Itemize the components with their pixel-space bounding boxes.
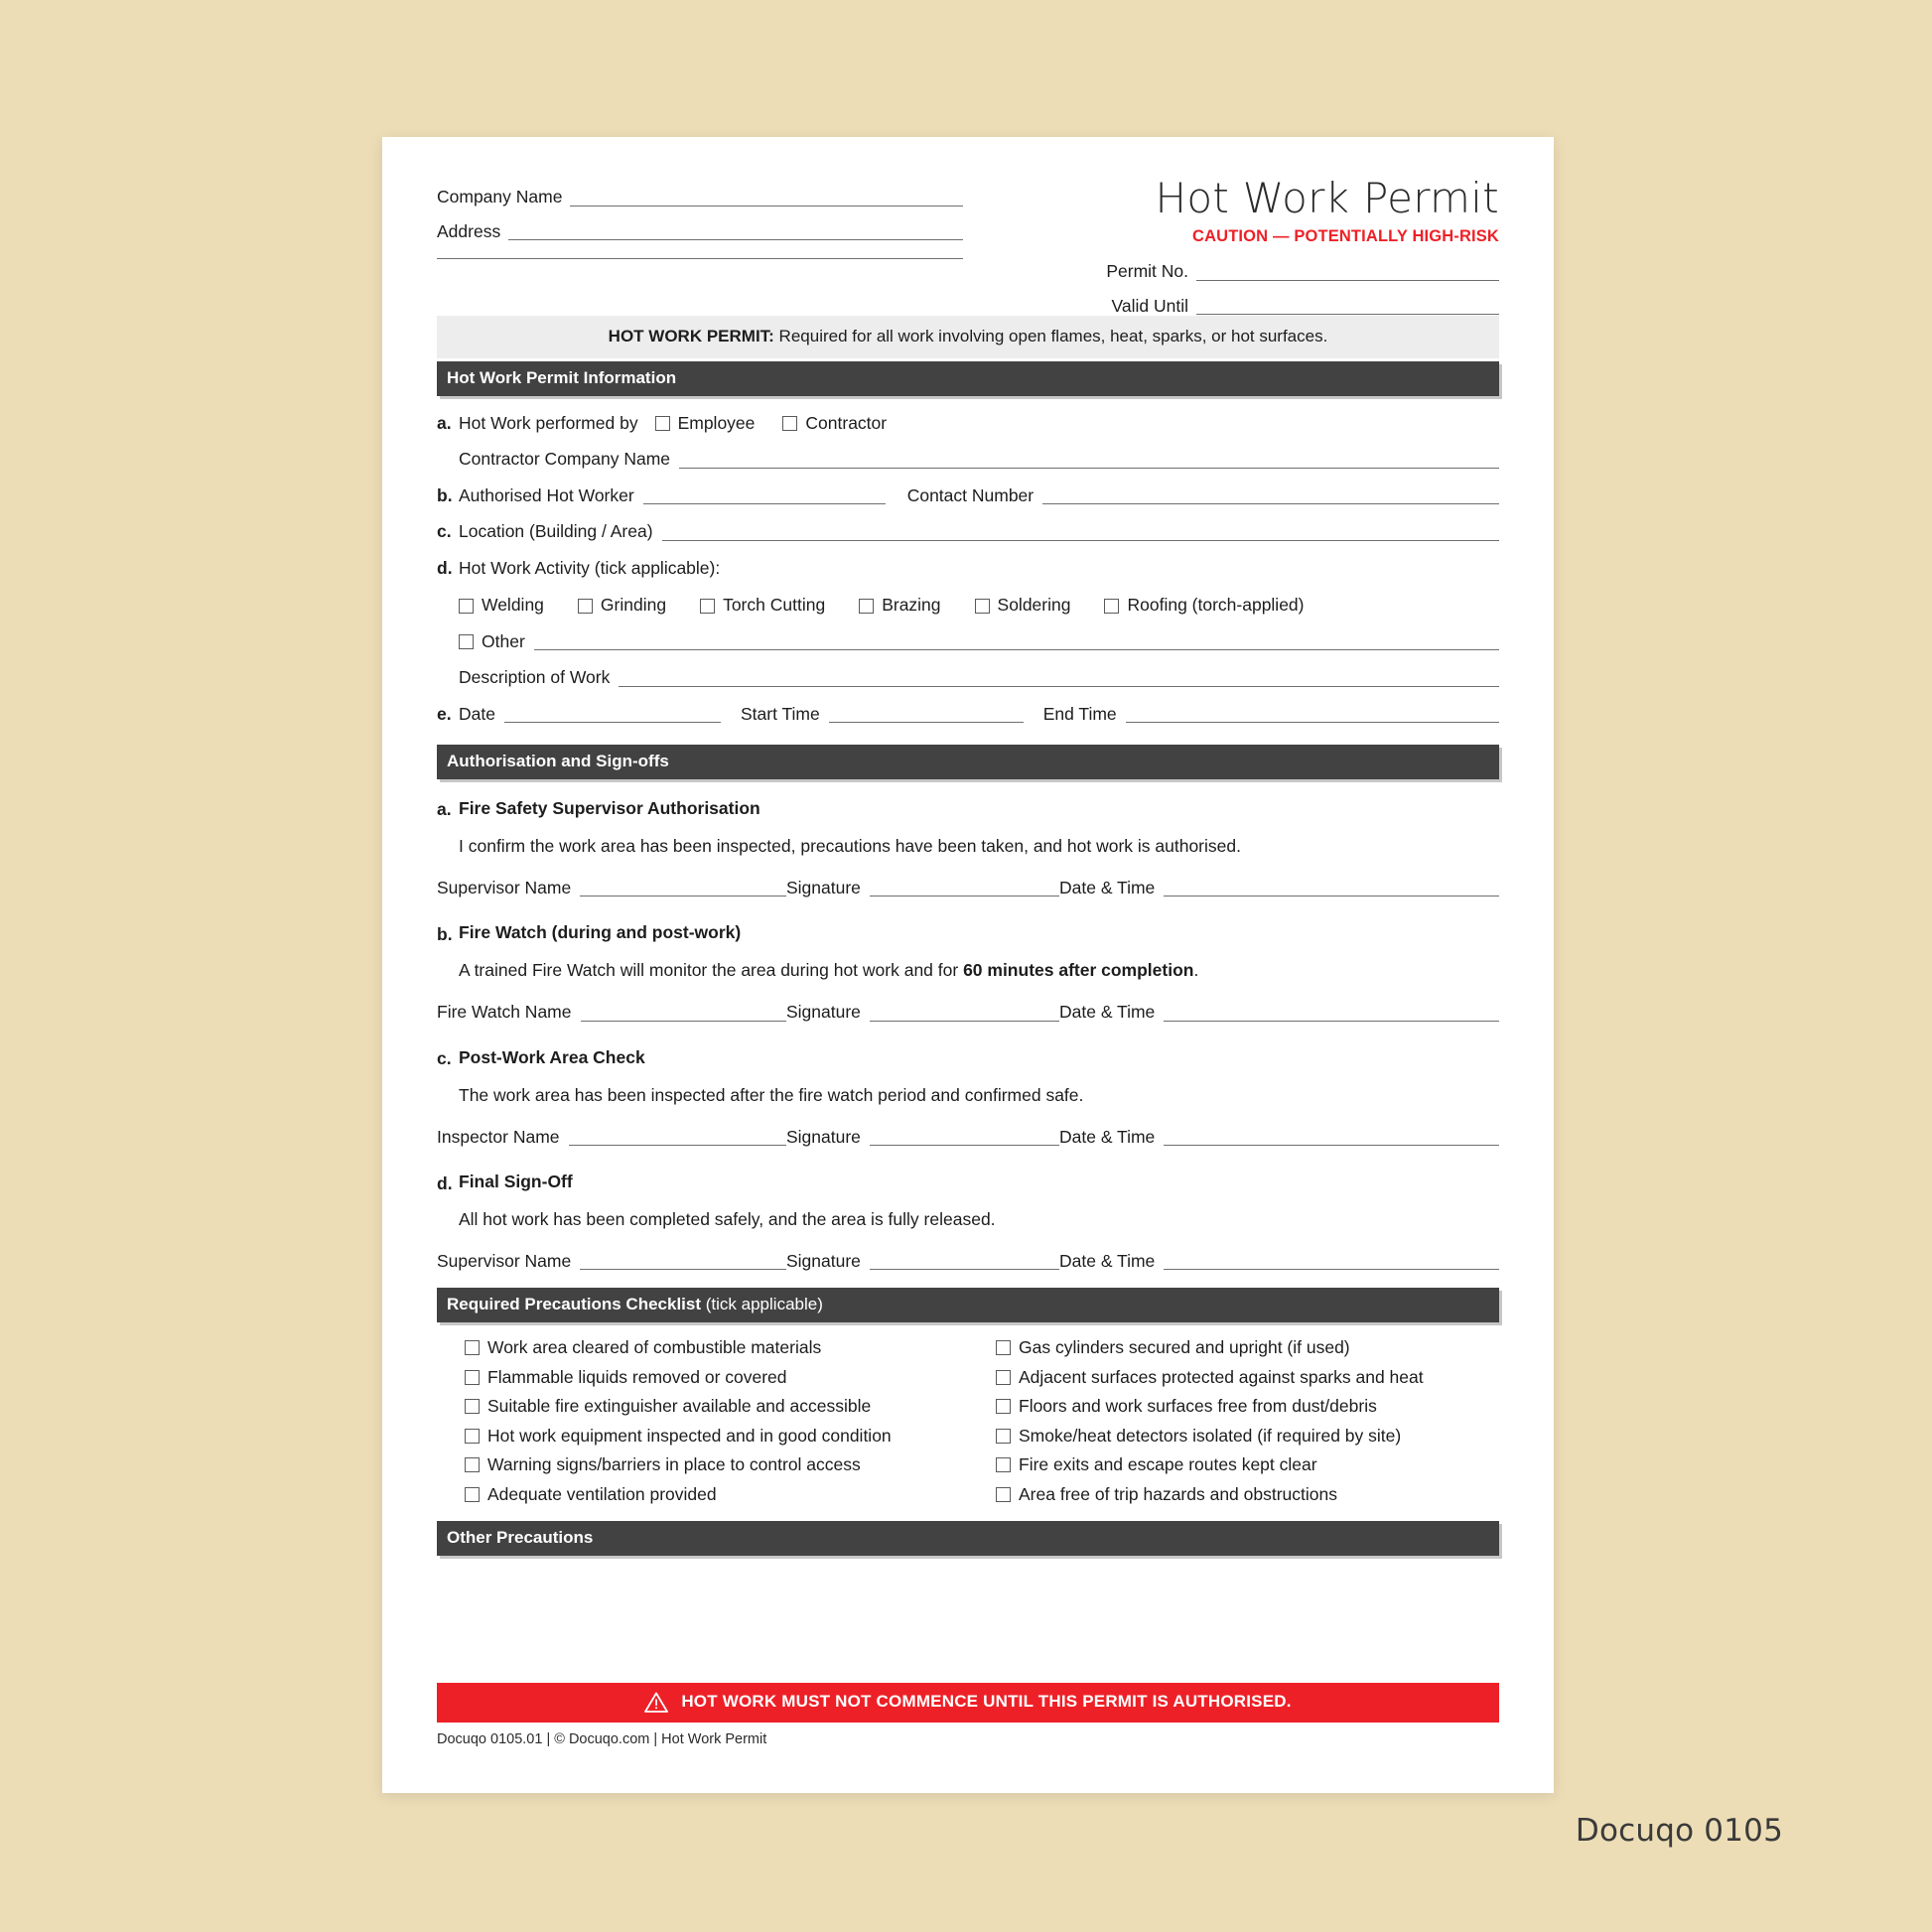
checklist-item-label: Hot work equipment inspected and in good condition bbox=[487, 1425, 892, 1446]
activity-other-input[interactable] bbox=[534, 648, 1499, 650]
header-right-block bbox=[983, 174, 1499, 316]
signoff-d-title: Final Sign-Off bbox=[459, 1172, 573, 1192]
page-inner bbox=[437, 174, 1499, 1747]
location-input[interactable] bbox=[662, 539, 1499, 541]
signoff-c-signature-input[interactable] bbox=[870, 1144, 1059, 1146]
checklist-item-label: Work area cleared of combustible materials bbox=[487, 1337, 822, 1358]
location-label: Location (Building / Area) bbox=[459, 521, 653, 542]
checkbox-activity-brazing[interactable] bbox=[859, 597, 940, 615]
checklist-item-label: Adjacent surfaces protected against sparks and heat bbox=[1019, 1366, 1424, 1387]
signoff-c-datetime-input[interactable] bbox=[1164, 1144, 1499, 1146]
signoff-a-datetime-label: Date & Time bbox=[1059, 877, 1156, 897]
signoff-d-signature-input[interactable] bbox=[870, 1268, 1059, 1270]
checkbox-box-icon[interactable] bbox=[975, 599, 990, 614]
start-time-input[interactable] bbox=[829, 721, 1024, 723]
marker-signoff-a: a. bbox=[437, 799, 452, 820]
section-bar-authorisation-wrap bbox=[437, 745, 1499, 779]
signoff-d-statement: All hot work has been completed safely, and the area is fully released. bbox=[459, 1209, 996, 1230]
checkbox-box-icon[interactable] bbox=[996, 1370, 1011, 1385]
hot-work-permit-information bbox=[437, 412, 1499, 724]
header-left-fields bbox=[437, 189, 963, 276]
signoff-b-fields[interactable] bbox=[437, 1004, 1499, 1022]
signoff-c-statement: The work area has been inspected after the fire watch period and confirmed safe. bbox=[459, 1084, 1084, 1105]
checkbox-box-icon[interactable] bbox=[465, 1429, 480, 1444]
checklist-item[interactable] bbox=[996, 1483, 1338, 1504]
activity-label-torch-cutting: Torch Cutting bbox=[723, 595, 826, 616]
row-contractor-company[interactable] bbox=[459, 451, 1499, 469]
checkbox-box-icon[interactable] bbox=[996, 1457, 1011, 1472]
signoff-d-datetime-label: Date & Time bbox=[1059, 1250, 1156, 1271]
permit-notice-text: Required for all work involving open flames, heat, sparks, or hot surfaces. bbox=[773, 327, 1328, 345]
signoff-block-c bbox=[437, 1047, 1499, 1146]
checklist-item-label: Fire exits and escape routes kept clear bbox=[1019, 1454, 1317, 1475]
activity-checkbox-group bbox=[459, 597, 1499, 615]
checklist-item[interactable] bbox=[996, 1339, 1350, 1357]
row-performed-by bbox=[437, 412, 1499, 433]
activity-label-welding: Welding bbox=[482, 595, 544, 616]
signoff-a-statement: I confirm the work area has been inspected, precautions have been taken, and hot work is authorised. bbox=[459, 835, 1241, 856]
signoff-d-name-input[interactable] bbox=[580, 1268, 786, 1270]
page-title: Hot Work Permit bbox=[1155, 174, 1499, 222]
activity-label-grinding: Grinding bbox=[600, 595, 667, 616]
signoff-b-datetime-label: Date & Time bbox=[1059, 1002, 1156, 1023]
signoff-b-statement-bold: 60 minutes after completion bbox=[963, 960, 1194, 981]
checkbox-box-icon[interactable] bbox=[465, 1487, 480, 1502]
contact-number-label: Contact Number bbox=[906, 484, 1035, 505]
signoff-a-heading bbox=[437, 798, 1499, 819]
signoff-b-heading bbox=[437, 922, 1499, 943]
signoff-b-name-label: Fire Watch Name bbox=[437, 1002, 572, 1023]
signoff-d-heading bbox=[437, 1172, 1499, 1192]
signoff-a-name-input[interactable] bbox=[580, 895, 786, 897]
end-time-label: End Time bbox=[1042, 703, 1117, 724]
marker-a: a. bbox=[437, 412, 452, 433]
checklist-item-label: Suitable fire extinguisher available and accessible bbox=[487, 1396, 872, 1417]
section-bar-other-wrap bbox=[437, 1521, 1499, 1556]
valid-until-input[interactable] bbox=[1196, 313, 1499, 315]
section-bar-info-wrap bbox=[437, 361, 1499, 396]
section-header-other-precautions: Other Precautions bbox=[437, 1521, 1499, 1556]
company-name-label: Company Name bbox=[437, 187, 563, 207]
end-time-input[interactable] bbox=[1126, 721, 1499, 723]
checkbox-box-icon[interactable] bbox=[782, 416, 797, 431]
section-bar-checklist-wrap bbox=[437, 1288, 1499, 1322]
checkbox-box-icon[interactable] bbox=[1104, 599, 1119, 614]
activity-label-roofing: Roofing (torch-applied) bbox=[1127, 595, 1305, 616]
row-activity-heading bbox=[437, 557, 1499, 578]
checklist-item-label: Floors and work surfaces free from dust/debris bbox=[1019, 1396, 1377, 1417]
contractor-company-label: Contractor Company Name bbox=[459, 449, 670, 470]
checkbox-box-icon[interactable] bbox=[465, 1399, 480, 1414]
authorisation-and-signoffs bbox=[437, 798, 1499, 1271]
checkbox-box-icon[interactable] bbox=[465, 1457, 480, 1472]
section-header-checklist bbox=[437, 1288, 1499, 1322]
checkbox-contractor[interactable] bbox=[782, 412, 888, 433]
authorised-hot-worker-label: Authorised Hot Worker bbox=[459, 484, 634, 505]
valid-until-label: Valid Until bbox=[1111, 295, 1188, 316]
document-page bbox=[382, 137, 1554, 1793]
checklist-item[interactable] bbox=[465, 1366, 787, 1387]
checkbox-employee-label: Employee bbox=[677, 412, 756, 433]
start-time-label: Start Time bbox=[740, 703, 820, 724]
signoff-a-title: Fire Safety Supervisor Authorisation bbox=[459, 797, 760, 818]
checklist-title-bold: Required Precautions Checklist bbox=[447, 1295, 702, 1314]
address-field-line2[interactable] bbox=[437, 257, 963, 259]
section-header-authorisation: Authorisation and Sign-offs bbox=[437, 745, 1499, 779]
checkbox-box-icon[interactable] bbox=[996, 1399, 1011, 1414]
description-of-work-label: Description of Work bbox=[459, 667, 611, 688]
signoff-b-datetime-input[interactable] bbox=[1164, 1020, 1499, 1022]
footer-note: Docuqo 0105.01 | © Docuqo.com | Hot Work Permit bbox=[437, 1730, 767, 1747]
signoff-c-title: Post-Work Area Check bbox=[459, 1046, 645, 1067]
signoff-b-statement-post: . bbox=[1193, 960, 1199, 981]
activity-label-brazing: Brazing bbox=[882, 595, 941, 616]
checkbox-box-icon[interactable] bbox=[465, 1370, 480, 1385]
checkbox-activity-grinding[interactable] bbox=[578, 597, 666, 615]
marker-signoff-b: b. bbox=[437, 923, 453, 944]
signoff-c-name-input[interactable] bbox=[569, 1144, 786, 1146]
signoff-a-signature-label: Signature bbox=[786, 877, 861, 897]
signoff-d-signature-label: Signature bbox=[786, 1250, 861, 1271]
marker-e: e. bbox=[437, 703, 452, 724]
signoff-c-fields[interactable] bbox=[437, 1126, 1499, 1147]
checkbox-box-icon[interactable] bbox=[996, 1340, 1011, 1355]
precautions-checklist bbox=[437, 1339, 1499, 1515]
checklist-item[interactable] bbox=[996, 1456, 1317, 1474]
marker-signoff-c: c. bbox=[437, 1048, 452, 1069]
permit-no-input[interactable] bbox=[1196, 279, 1499, 281]
checklist-item[interactable] bbox=[996, 1366, 1424, 1387]
permit-notice-strip bbox=[437, 316, 1499, 358]
signoff-b-signature-input[interactable] bbox=[870, 1020, 1059, 1022]
row-date-times[interactable] bbox=[437, 703, 1499, 724]
checkbox-activity-torch-cutting[interactable] bbox=[700, 597, 825, 615]
signoff-a-fields[interactable] bbox=[437, 877, 1499, 897]
checkbox-activity-soldering[interactable] bbox=[975, 597, 1071, 615]
checkbox-contractor-label: Contractor bbox=[805, 412, 888, 433]
company-name-field[interactable] bbox=[437, 189, 963, 207]
description-of-work-input[interactable] bbox=[619, 685, 1499, 687]
checkbox-box-icon[interactable] bbox=[459, 634, 474, 649]
caution-subtitle: CAUTION — POTENTIALLY HIGH-RISK bbox=[1192, 227, 1499, 246]
warning-triangle-icon bbox=[644, 1692, 668, 1713]
checkbox-employee[interactable] bbox=[655, 412, 756, 433]
checkbox-box-icon[interactable] bbox=[465, 1340, 480, 1355]
address-label: Address bbox=[437, 220, 501, 241]
marker-signoff-d: d. bbox=[437, 1173, 453, 1193]
activity-label-other: Other bbox=[482, 630, 525, 651]
section-header-info: Hot Work Permit Information bbox=[437, 361, 1499, 396]
address-input-line1[interactable] bbox=[508, 238, 963, 240]
signoff-c-signature-label: Signature bbox=[786, 1126, 861, 1147]
row-activity-other[interactable] bbox=[459, 630, 1499, 651]
signoff-b-title: Fire Watch (during and post-work) bbox=[459, 922, 742, 943]
checklist-item-label: Adequate ventilation provided bbox=[487, 1483, 717, 1504]
checklist-item[interactable] bbox=[996, 1425, 1402, 1446]
authorisation-warning-banner bbox=[437, 1683, 1499, 1723]
activity-label: Hot Work Activity (tick applicable): bbox=[459, 557, 721, 578]
checkbox-box-icon[interactable] bbox=[996, 1487, 1011, 1502]
activity-label-soldering: Soldering bbox=[997, 595, 1071, 616]
permit-no-field[interactable] bbox=[983, 263, 1499, 281]
marker-c: c. bbox=[437, 521, 452, 542]
signoff-c-datetime-label: Date & Time bbox=[1059, 1126, 1156, 1147]
checklist-item-label: Warning signs/barriers in place to control access bbox=[487, 1454, 861, 1475]
marker-d: d. bbox=[437, 557, 453, 578]
checkbox-box-icon[interactable] bbox=[859, 599, 874, 614]
signoff-d-fields[interactable] bbox=[437, 1250, 1499, 1271]
signoff-b-signature-label: Signature bbox=[786, 1002, 861, 1023]
checklist-item-label: Area free of trip hazards and obstructions bbox=[1019, 1483, 1338, 1504]
other-precautions-writing-area[interactable] bbox=[437, 1556, 1499, 1683]
checklist-item[interactable] bbox=[465, 1425, 892, 1446]
permit-no-label: Permit No. bbox=[1106, 261, 1188, 282]
document-code-watermark: Docuqo 0105 bbox=[1575, 1813, 1783, 1849]
signoff-b-name-input[interactable] bbox=[581, 1020, 787, 1022]
address-field[interactable] bbox=[437, 220, 963, 241]
checklist-item[interactable] bbox=[996, 1398, 1377, 1416]
checklist-column-right bbox=[968, 1339, 1499, 1515]
signoff-block-b bbox=[437, 922, 1499, 1021]
checklist-item-label: Gas cylinders secured and upright (if used) bbox=[1019, 1337, 1350, 1358]
checklist-item[interactable] bbox=[465, 1398, 871, 1416]
contractor-company-input[interactable] bbox=[679, 467, 1499, 469]
checklist-item-label: Smoke/heat detectors isolated (if required by site) bbox=[1019, 1425, 1402, 1446]
signoff-c-heading bbox=[437, 1047, 1499, 1068]
signoff-c-name-label: Inspector Name bbox=[437, 1126, 560, 1147]
date-label: Date bbox=[459, 703, 495, 724]
document-header bbox=[437, 174, 1499, 316]
company-name-input[interactable] bbox=[570, 205, 963, 207]
checklist-column-left bbox=[437, 1339, 968, 1515]
contact-number-input[interactable] bbox=[1042, 502, 1499, 504]
signoff-b-statement-pre: A trained Fire Watch will monitor the area during hot work and for bbox=[459, 960, 964, 981]
row-description-of-work[interactable] bbox=[459, 669, 1499, 687]
checklist-item[interactable] bbox=[465, 1456, 861, 1474]
address-input-line2[interactable] bbox=[437, 257, 963, 259]
authorised-hot-worker-input[interactable] bbox=[643, 502, 886, 504]
signoff-block-a bbox=[437, 798, 1499, 897]
checkbox-box-icon[interactable] bbox=[996, 1429, 1011, 1444]
signoff-b-statement bbox=[459, 960, 1499, 982]
marker-b: b. bbox=[437, 484, 453, 505]
row-authorised-hot-worker[interactable] bbox=[437, 484, 1499, 505]
checklist-item[interactable] bbox=[465, 1339, 821, 1357]
signoff-a-signature-input[interactable] bbox=[870, 895, 1059, 897]
signoff-block-d bbox=[437, 1172, 1499, 1270]
signoff-a-datetime-input[interactable] bbox=[1164, 895, 1499, 897]
checkbox-activity-roofing[interactable] bbox=[1104, 597, 1304, 615]
authorisation-warning-text: HOT WORK MUST NOT COMMENCE UNTIL THIS PERMIT IS AUTHORISED. bbox=[681, 1692, 1292, 1712]
checkbox-box-icon[interactable] bbox=[700, 599, 715, 614]
date-input[interactable] bbox=[504, 721, 721, 723]
signoff-a-name-label: Supervisor Name bbox=[437, 877, 572, 897]
performed-by-label: Hot Work performed by bbox=[459, 412, 638, 433]
checklist-title-light: (tick applicable) bbox=[705, 1295, 823, 1314]
checkbox-activity-other[interactable] bbox=[459, 630, 534, 651]
checklist-item-label: Flammable liquids removed or covered bbox=[487, 1366, 787, 1387]
signoff-d-datetime-input[interactable] bbox=[1164, 1268, 1499, 1270]
permit-notice-bold: HOT WORK PERMIT: bbox=[608, 327, 774, 345]
checkbox-activity-welding[interactable] bbox=[459, 597, 544, 615]
signoff-d-name-label: Supervisor Name bbox=[437, 1250, 572, 1271]
checklist-item[interactable] bbox=[465, 1483, 717, 1504]
row-location[interactable] bbox=[437, 523, 1499, 541]
checkbox-box-icon[interactable] bbox=[578, 599, 593, 614]
valid-until-field[interactable] bbox=[983, 295, 1499, 316]
checkbox-box-icon[interactable] bbox=[655, 416, 670, 431]
checkbox-box-icon[interactable] bbox=[459, 599, 474, 614]
